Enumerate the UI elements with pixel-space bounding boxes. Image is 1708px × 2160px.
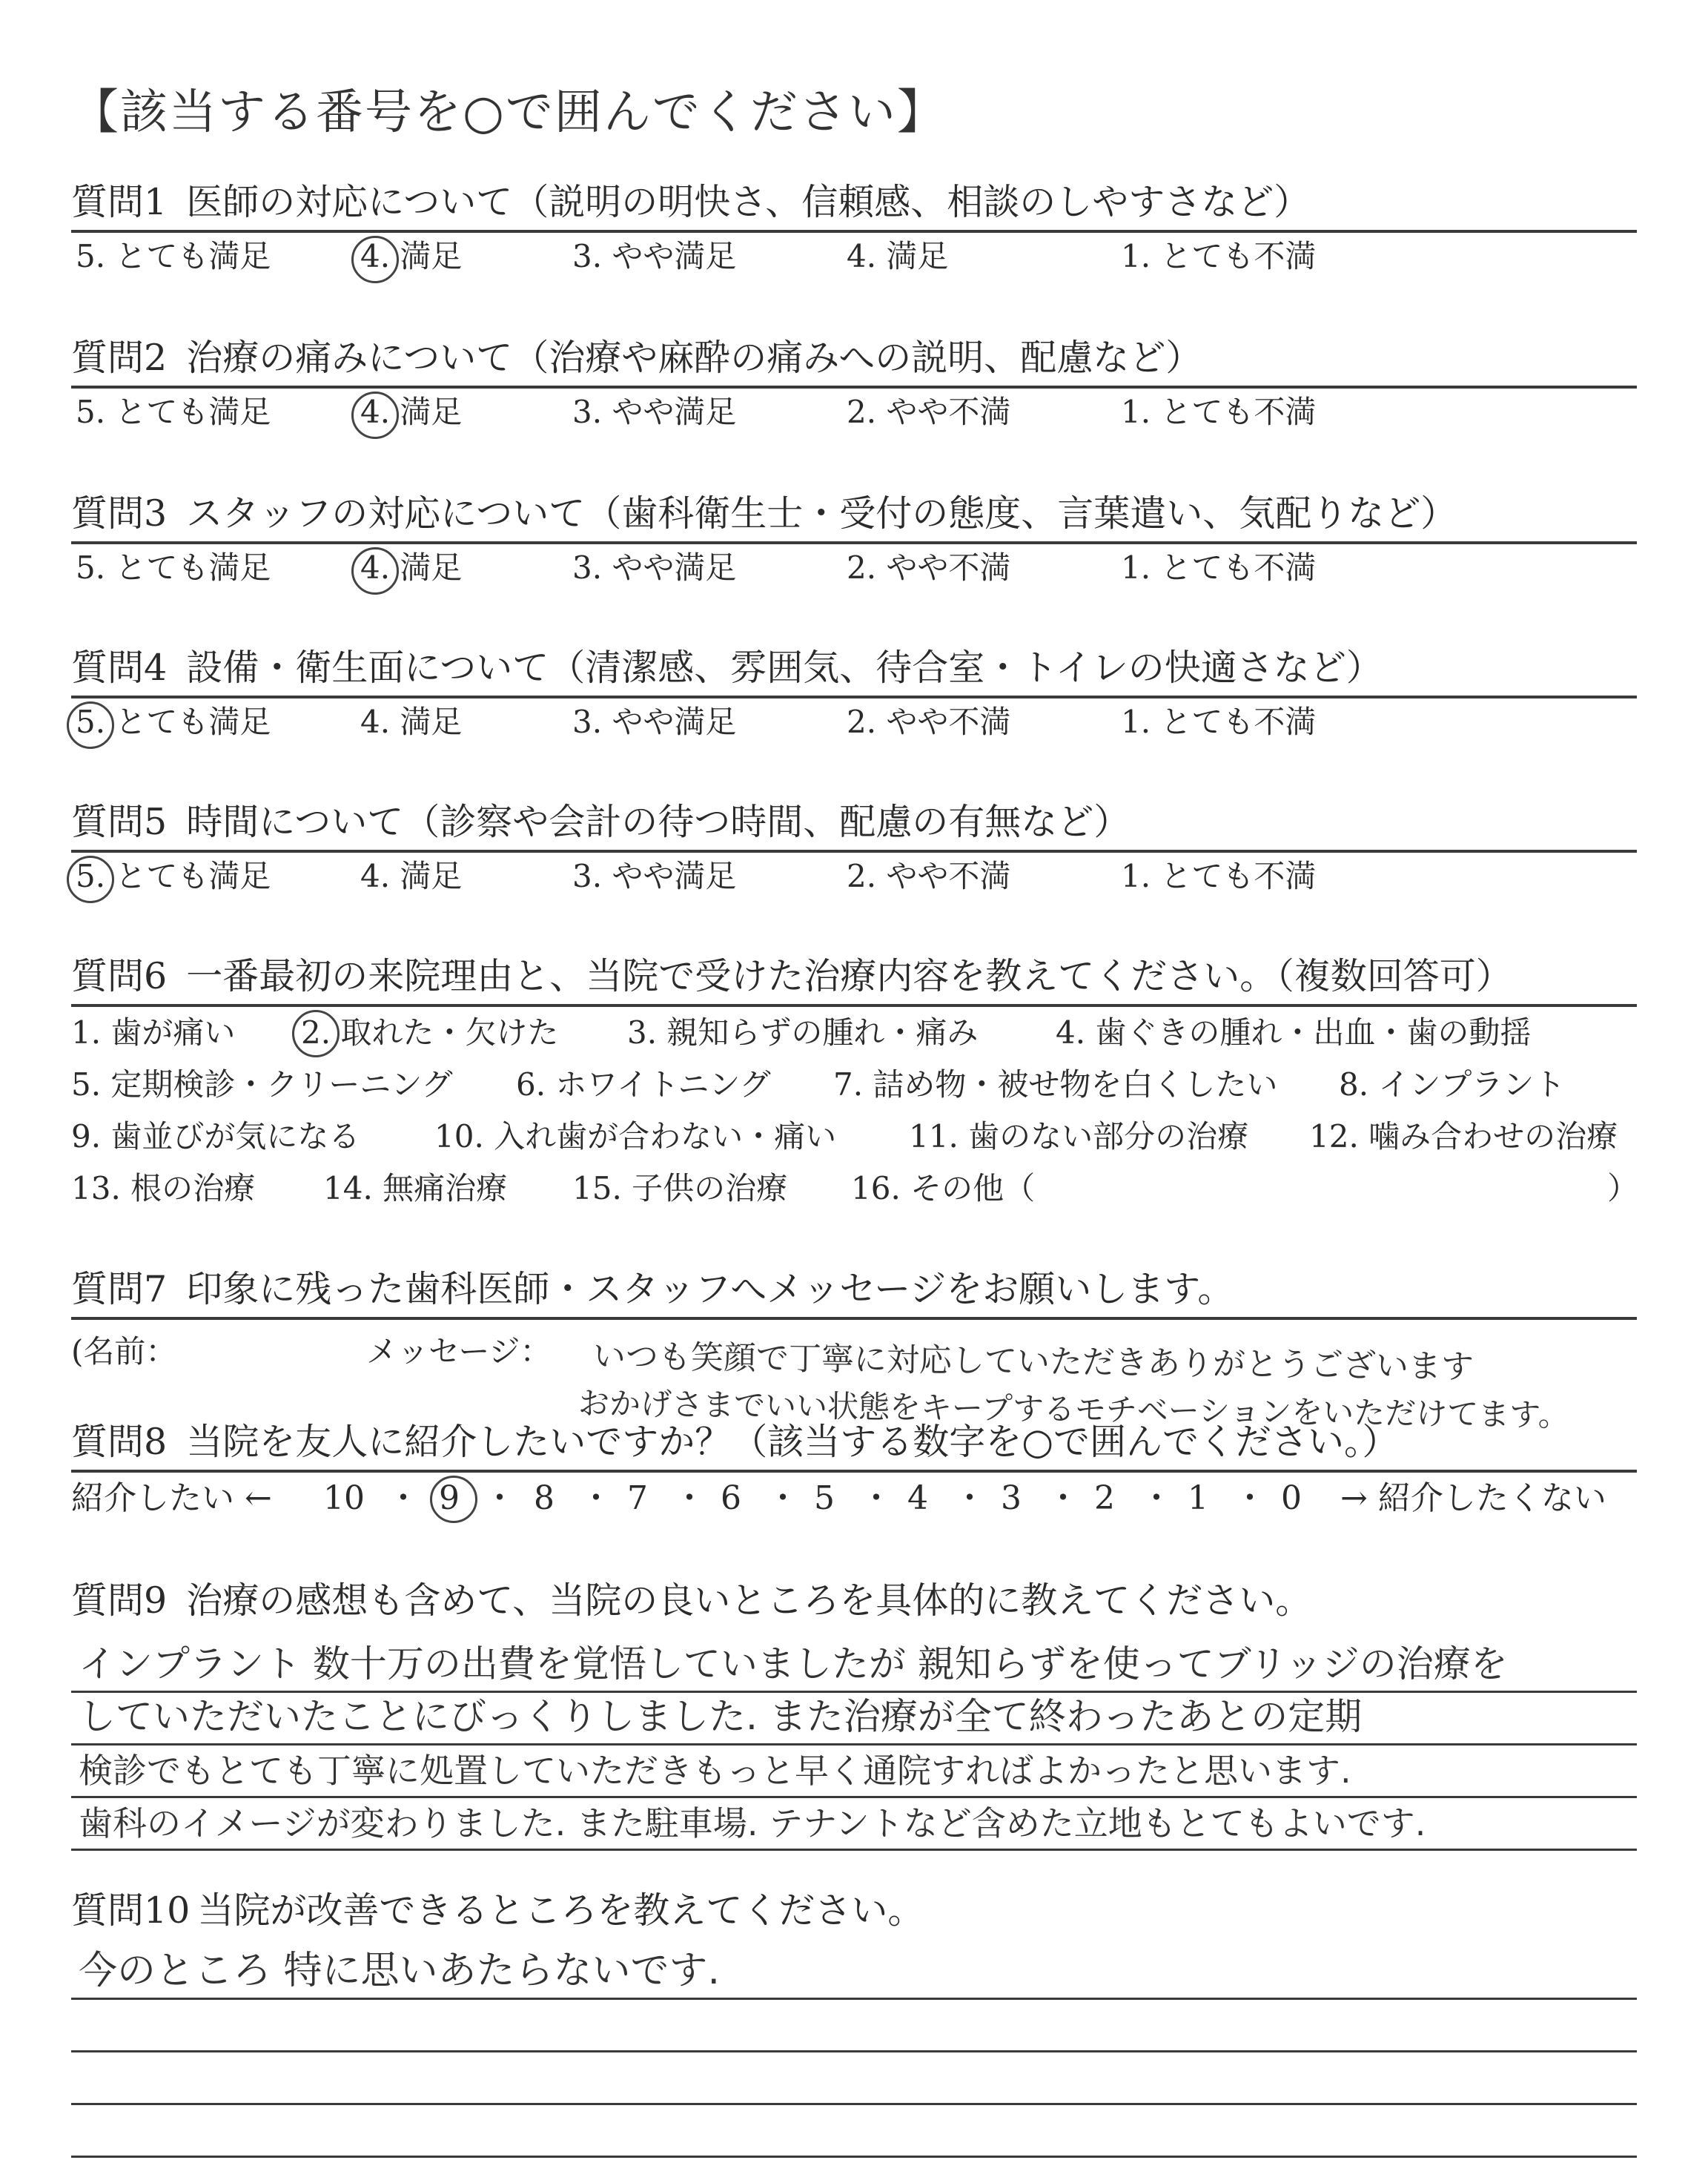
question-1-heading: 質問1 医師の対応について（説明の明快さ、信頼感、相談のしやすさなど） xyxy=(71,178,1637,233)
scale-sep: ・ xyxy=(580,1479,612,1517)
scale-sep: ・ xyxy=(387,1479,420,1517)
choice-2[interactable]: 2. やや不満 xyxy=(847,858,1011,894)
choice-4[interactable]: 4. 満足 xyxy=(360,858,463,894)
scale-10[interactable]: 10 xyxy=(323,1479,365,1517)
question-5-choices xyxy=(71,853,1637,900)
option-7[interactable]: 7. 詰め物・被せ物を白くしたい xyxy=(833,1066,1278,1103)
scale-1[interactable]: 1 xyxy=(1188,1479,1208,1517)
option-1[interactable]: 1. 歯が痛い xyxy=(71,1014,236,1051)
scale-8[interactable]: 8 xyxy=(534,1479,555,1517)
choice-3[interactable]: 3. やや満足 xyxy=(572,549,737,586)
option-16[interactable]: 16. その他（ xyxy=(851,1170,1036,1206)
choice-1[interactable]: 1. とても不満 xyxy=(1121,238,1317,274)
message-line-1: いつも笑顔で丁寧に対応していただきありがとうございます xyxy=(592,1337,1474,1387)
question-9-heading: 質問9 治療の感想も含めて、当院の良いところを具体的に教えてください。 xyxy=(71,1579,1312,1622)
question-7-heading: 質問7 印象に残った歯科医師・スタッフへメッセージをお願いします。 xyxy=(71,1265,1637,1320)
question-5-heading: 質問5 時間について（診察や会計の待つ時間、配慮の有無など） xyxy=(71,798,1637,853)
option-12[interactable]: 12. 噛み合わせの治療 xyxy=(1309,1118,1618,1155)
question-9-answer xyxy=(71,1640,1637,1851)
scale-2[interactable]: 2 xyxy=(1094,1479,1115,1517)
question-4-heading: 質問4 設備・衛生面について（清潔感、雰囲気、待合室・トイレの快適さなど） xyxy=(71,644,1637,698)
answer-line-3 xyxy=(71,2052,1637,2105)
option-4[interactable]: 4. 歯ぐきの腫れ・出血・歯の動揺 xyxy=(1056,1014,1532,1051)
question-5 xyxy=(71,798,1637,900)
scale-sep: ・ xyxy=(1140,1479,1173,1517)
question-6-row-3 xyxy=(71,1111,1637,1163)
page-title: 【該当する番号を○で囲んでください】 xyxy=(71,85,946,140)
scale-6[interactable]: 6 xyxy=(721,1479,741,1517)
scale-sep: ・ xyxy=(673,1479,706,1517)
answer-line-1: 今のところ 特に思いあたらないです. xyxy=(71,1947,1637,2000)
choice-2[interactable]: 2. やや不満 xyxy=(847,704,1011,740)
question-2-heading: 質問2 治療の痛みについて（治療や麻酔の痛みへの説明、配慮など） xyxy=(71,334,1637,389)
scale-right-label: → 紹介したくない xyxy=(1340,1479,1606,1517)
option-3[interactable]: 3. 親知らずの腫れ・痛み xyxy=(627,1014,979,1051)
option-5[interactable]: 5. 定期検診・クリーニング xyxy=(71,1066,453,1103)
scale-3[interactable]: 3 xyxy=(1001,1479,1022,1517)
scale-sep: ・ xyxy=(953,1479,986,1517)
question-1-choices xyxy=(71,233,1637,280)
question-10-heading: 質問10 当院が改善できるところを教えてください。 xyxy=(71,1889,924,1932)
scale-left-label: 紹介したい ← xyxy=(71,1479,272,1517)
question-3-choices xyxy=(71,544,1637,592)
choice-3[interactable]: 3. やや満足 xyxy=(572,858,737,894)
scale-sep: ・ xyxy=(860,1479,893,1517)
question-8-heading: 質問8 当院を友人に紹介したいですか？（該当する数字を○で囲んでください。） xyxy=(71,1418,1637,1473)
choice-1[interactable]: 1. とても不満 xyxy=(1121,394,1317,430)
scale-4[interactable]: 4 xyxy=(907,1479,928,1517)
question-2-choices xyxy=(71,389,1637,436)
scale-0[interactable]: 0 xyxy=(1281,1479,1302,1517)
option-2-selected[interactable]: 2. 取れた・欠けた xyxy=(301,1007,558,1059)
scale-sep: ・ xyxy=(1047,1479,1079,1517)
scale-sep: ・ xyxy=(1234,1479,1266,1517)
question-3-heading: 質問3 スタッフの対応について（歯科衛生士・受付の態度、言葉遣い、気配りなど） xyxy=(71,489,1637,544)
choice-5[interactable]: 5. とても満足 xyxy=(76,549,271,586)
option-10[interactable]: 10. 入れ歯が合わない・痛い xyxy=(434,1118,837,1155)
choice-4-selected[interactable]: 4. 満足 xyxy=(360,389,462,436)
option-14[interactable]: 14. 無痛治療 xyxy=(323,1170,508,1206)
answer-line-4: 歯科のイメージが変わりました. また駐車場. テナントなど含めた立地もとてもよいです. xyxy=(71,1798,1637,1851)
answer-line-1: インプラント 数十万の出費を覚悟していましたが 親知らずを使ってブリッジの治療を xyxy=(71,1640,1637,1693)
option-9[interactable]: 9. 歯並びが気になる xyxy=(71,1118,360,1155)
question-6-heading: 質問6 一番最初の来院理由と、当院で受けた治療内容を教えてください。（複数回答可） xyxy=(71,952,1637,1007)
question-6-row-2 xyxy=(71,1059,1637,1111)
scale-9-selected[interactable]: 9 xyxy=(439,1473,460,1525)
scale-sep: ・ xyxy=(767,1479,799,1517)
question-3 xyxy=(71,489,1637,592)
choice-1[interactable]: 1. とても不満 xyxy=(1121,858,1317,894)
question-4-choices xyxy=(71,698,1637,746)
question-6 xyxy=(71,952,1637,1215)
choice-3[interactable]: 3. やや満足 xyxy=(572,394,737,430)
choice-5[interactable]: 5. とても満足 xyxy=(76,238,271,274)
question-7 xyxy=(71,1265,1637,1320)
answer-line-2 xyxy=(71,2000,1637,2052)
name-label: (名前： xyxy=(71,1333,177,1370)
choice-2[interactable]: 2. やや不満 xyxy=(847,549,1011,586)
scale-7[interactable]: 7 xyxy=(627,1479,648,1517)
choice-2[interactable]: 2. やや不満 xyxy=(847,394,1011,430)
choice-5-selected[interactable]: 5. とても満足 xyxy=(76,853,271,900)
question-1 xyxy=(71,178,1637,280)
choice-5-selected[interactable]: 5. とても満足 xyxy=(76,698,271,746)
question-6-row-4 xyxy=(71,1163,1637,1215)
choice-3[interactable]: 3. やや満足 xyxy=(572,238,737,274)
answer-line-3: 検診でもとても丁寧に処置していただきもっと早く通院すればよかったと思います. xyxy=(71,1745,1637,1798)
choice-4-selected[interactable]: 4. 満足 xyxy=(360,233,462,280)
message-label: メッセージ： xyxy=(366,1333,552,1370)
option-11[interactable]: 11. 歯のない部分の治療 xyxy=(909,1118,1249,1155)
answer-line-2: していただいたことにびっくりしました. また治療が全て終わったあとの定期 xyxy=(71,1693,1637,1745)
scale-sep: ・ xyxy=(483,1479,516,1517)
choice-1[interactable]: 1. とても不満 xyxy=(1121,549,1317,586)
recommend-scale xyxy=(71,1473,1637,1525)
option-15[interactable]: 15. 子供の治療 xyxy=(572,1170,788,1206)
option-16-close: ） xyxy=(1607,1170,1639,1206)
choice-1[interactable]: 1. とても不満 xyxy=(1121,704,1317,740)
choice-2[interactable]: 4. 満足 xyxy=(847,238,949,274)
choice-4[interactable]: 4. 満足 xyxy=(360,704,463,740)
message-line-2: おかげさまでいい状態をキープするモチベーションをいただけてます。 xyxy=(577,1384,1570,1434)
choice-5[interactable]: 5. とても満足 xyxy=(76,394,271,430)
question-6-row-1 xyxy=(71,1007,1637,1059)
choice-4-selected[interactable]: 4. 満足 xyxy=(360,544,462,592)
option-13[interactable]: 13. 根の治療 xyxy=(71,1170,256,1206)
option-6[interactable]: 6. ホワイトニング xyxy=(516,1066,771,1103)
answer-line-4 xyxy=(71,2105,1637,2158)
question-4 xyxy=(71,644,1637,746)
question-2 xyxy=(71,334,1637,436)
choice-3[interactable]: 3. やや満足 xyxy=(572,704,737,740)
question-8 xyxy=(71,1418,1637,1525)
option-8[interactable]: 8. インプラント xyxy=(1339,1066,1566,1103)
question-10-answer xyxy=(71,1947,1637,2158)
scale-5[interactable]: 5 xyxy=(814,1479,835,1517)
